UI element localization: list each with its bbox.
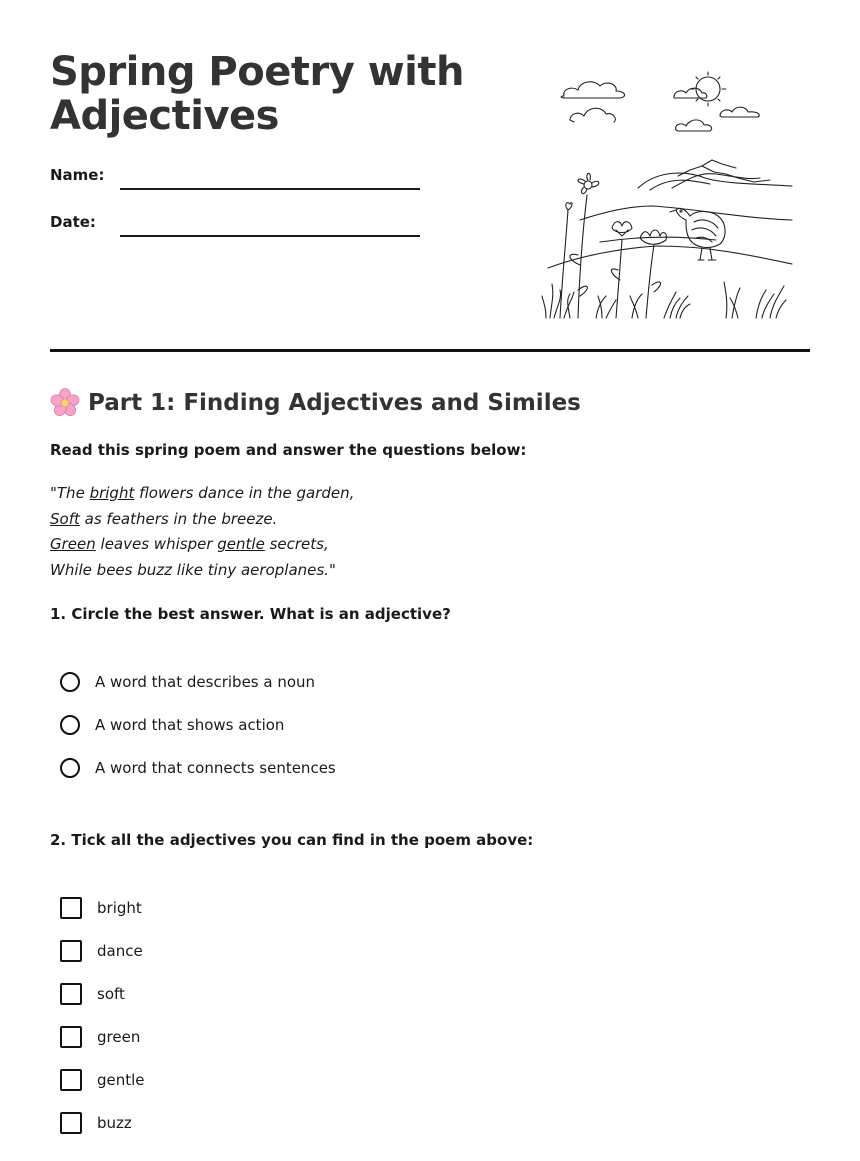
radio-circle[interactable] — [60, 672, 80, 692]
poem-line: While bees buzz like tiny aeroplanes." — [50, 560, 336, 579]
q2-option[interactable] — [60, 1024, 140, 1050]
option-label: A word that shows action — [95, 716, 285, 734]
q2-option[interactable] — [60, 1110, 132, 1136]
cloud-icon — [720, 107, 759, 117]
page-title: Spring Poetry with Adjectives — [50, 49, 464, 139]
checkbox[interactable] — [60, 1069, 82, 1091]
flower-icon — [611, 222, 632, 318]
option-label: dance — [97, 942, 143, 960]
poem-adjective: gentle — [217, 535, 265, 554]
flower-icon — [640, 230, 666, 318]
option-label: bright — [97, 899, 142, 917]
q2-option[interactable] — [60, 981, 125, 1007]
checkbox[interactable] — [60, 1026, 82, 1048]
cherry-blossom-icon — [50, 388, 80, 418]
option-label: gentle — [97, 1071, 145, 1089]
poem-line: "The bright flowers dance in the garden, — [50, 484, 355, 502]
instruction-text: Read this spring poem and answer the questions below: — [50, 441, 527, 459]
cloud-icon — [676, 120, 712, 131]
cloud-icon — [561, 82, 624, 98]
poem-adjective: bright — [89, 484, 135, 502]
poem-line: Green leaves whisper gentle secrets, — [50, 535, 329, 554]
option-label: A word that connects sentences — [95, 759, 336, 777]
question-1: 1. Circle the best answer. What is an adjective? — [50, 605, 451, 623]
checkbox[interactable] — [60, 1112, 82, 1134]
poem-adjective: Soft — [50, 509, 80, 528]
date-line[interactable] — [120, 235, 420, 237]
option-label: A word that describes a noun — [95, 673, 316, 691]
checkbox[interactable] — [60, 940, 82, 962]
option-label: soft — [97, 985, 125, 1003]
checkbox[interactable] — [60, 897, 82, 919]
checkbox[interactable] — [60, 983, 82, 1005]
q2-option[interactable] — [60, 938, 143, 964]
name-field[interactable] — [50, 166, 420, 196]
poem-line: Soft as feathers in the breeze. — [50, 509, 278, 528]
option-label: green — [97, 1028, 141, 1046]
spring-landscape-illustration — [540, 60, 800, 330]
flower-icon — [570, 173, 599, 318]
sun-icon — [691, 72, 726, 106]
question-2: 2. Tick all the adjectives you can find in the poem above: — [50, 831, 534, 849]
section-heading-part1 — [50, 388, 581, 418]
name-label: Name: — [50, 166, 105, 184]
q1-option[interactable] — [60, 712, 284, 738]
q2-option[interactable] — [60, 1067, 145, 1093]
q1-option[interactable] — [60, 755, 336, 781]
name-line[interactable] — [120, 188, 420, 190]
q2-option[interactable] — [60, 895, 142, 921]
bird-icon — [670, 208, 725, 260]
header-divider — [50, 349, 810, 352]
section-heading-text: Part 1: Finding Adjectives and Similes — [88, 390, 581, 416]
option-label: buzz — [97, 1114, 132, 1132]
radio-circle[interactable] — [60, 758, 80, 778]
date-label: Date: — [50, 213, 96, 231]
radio-circle[interactable] — [60, 715, 80, 735]
poem-adjective: Green — [50, 535, 96, 554]
cloud-icon — [570, 108, 615, 122]
q1-option[interactable] — [60, 669, 315, 695]
date-field[interactable] — [50, 213, 420, 243]
cloud-icon — [674, 88, 707, 98]
poem — [50, 481, 354, 583]
